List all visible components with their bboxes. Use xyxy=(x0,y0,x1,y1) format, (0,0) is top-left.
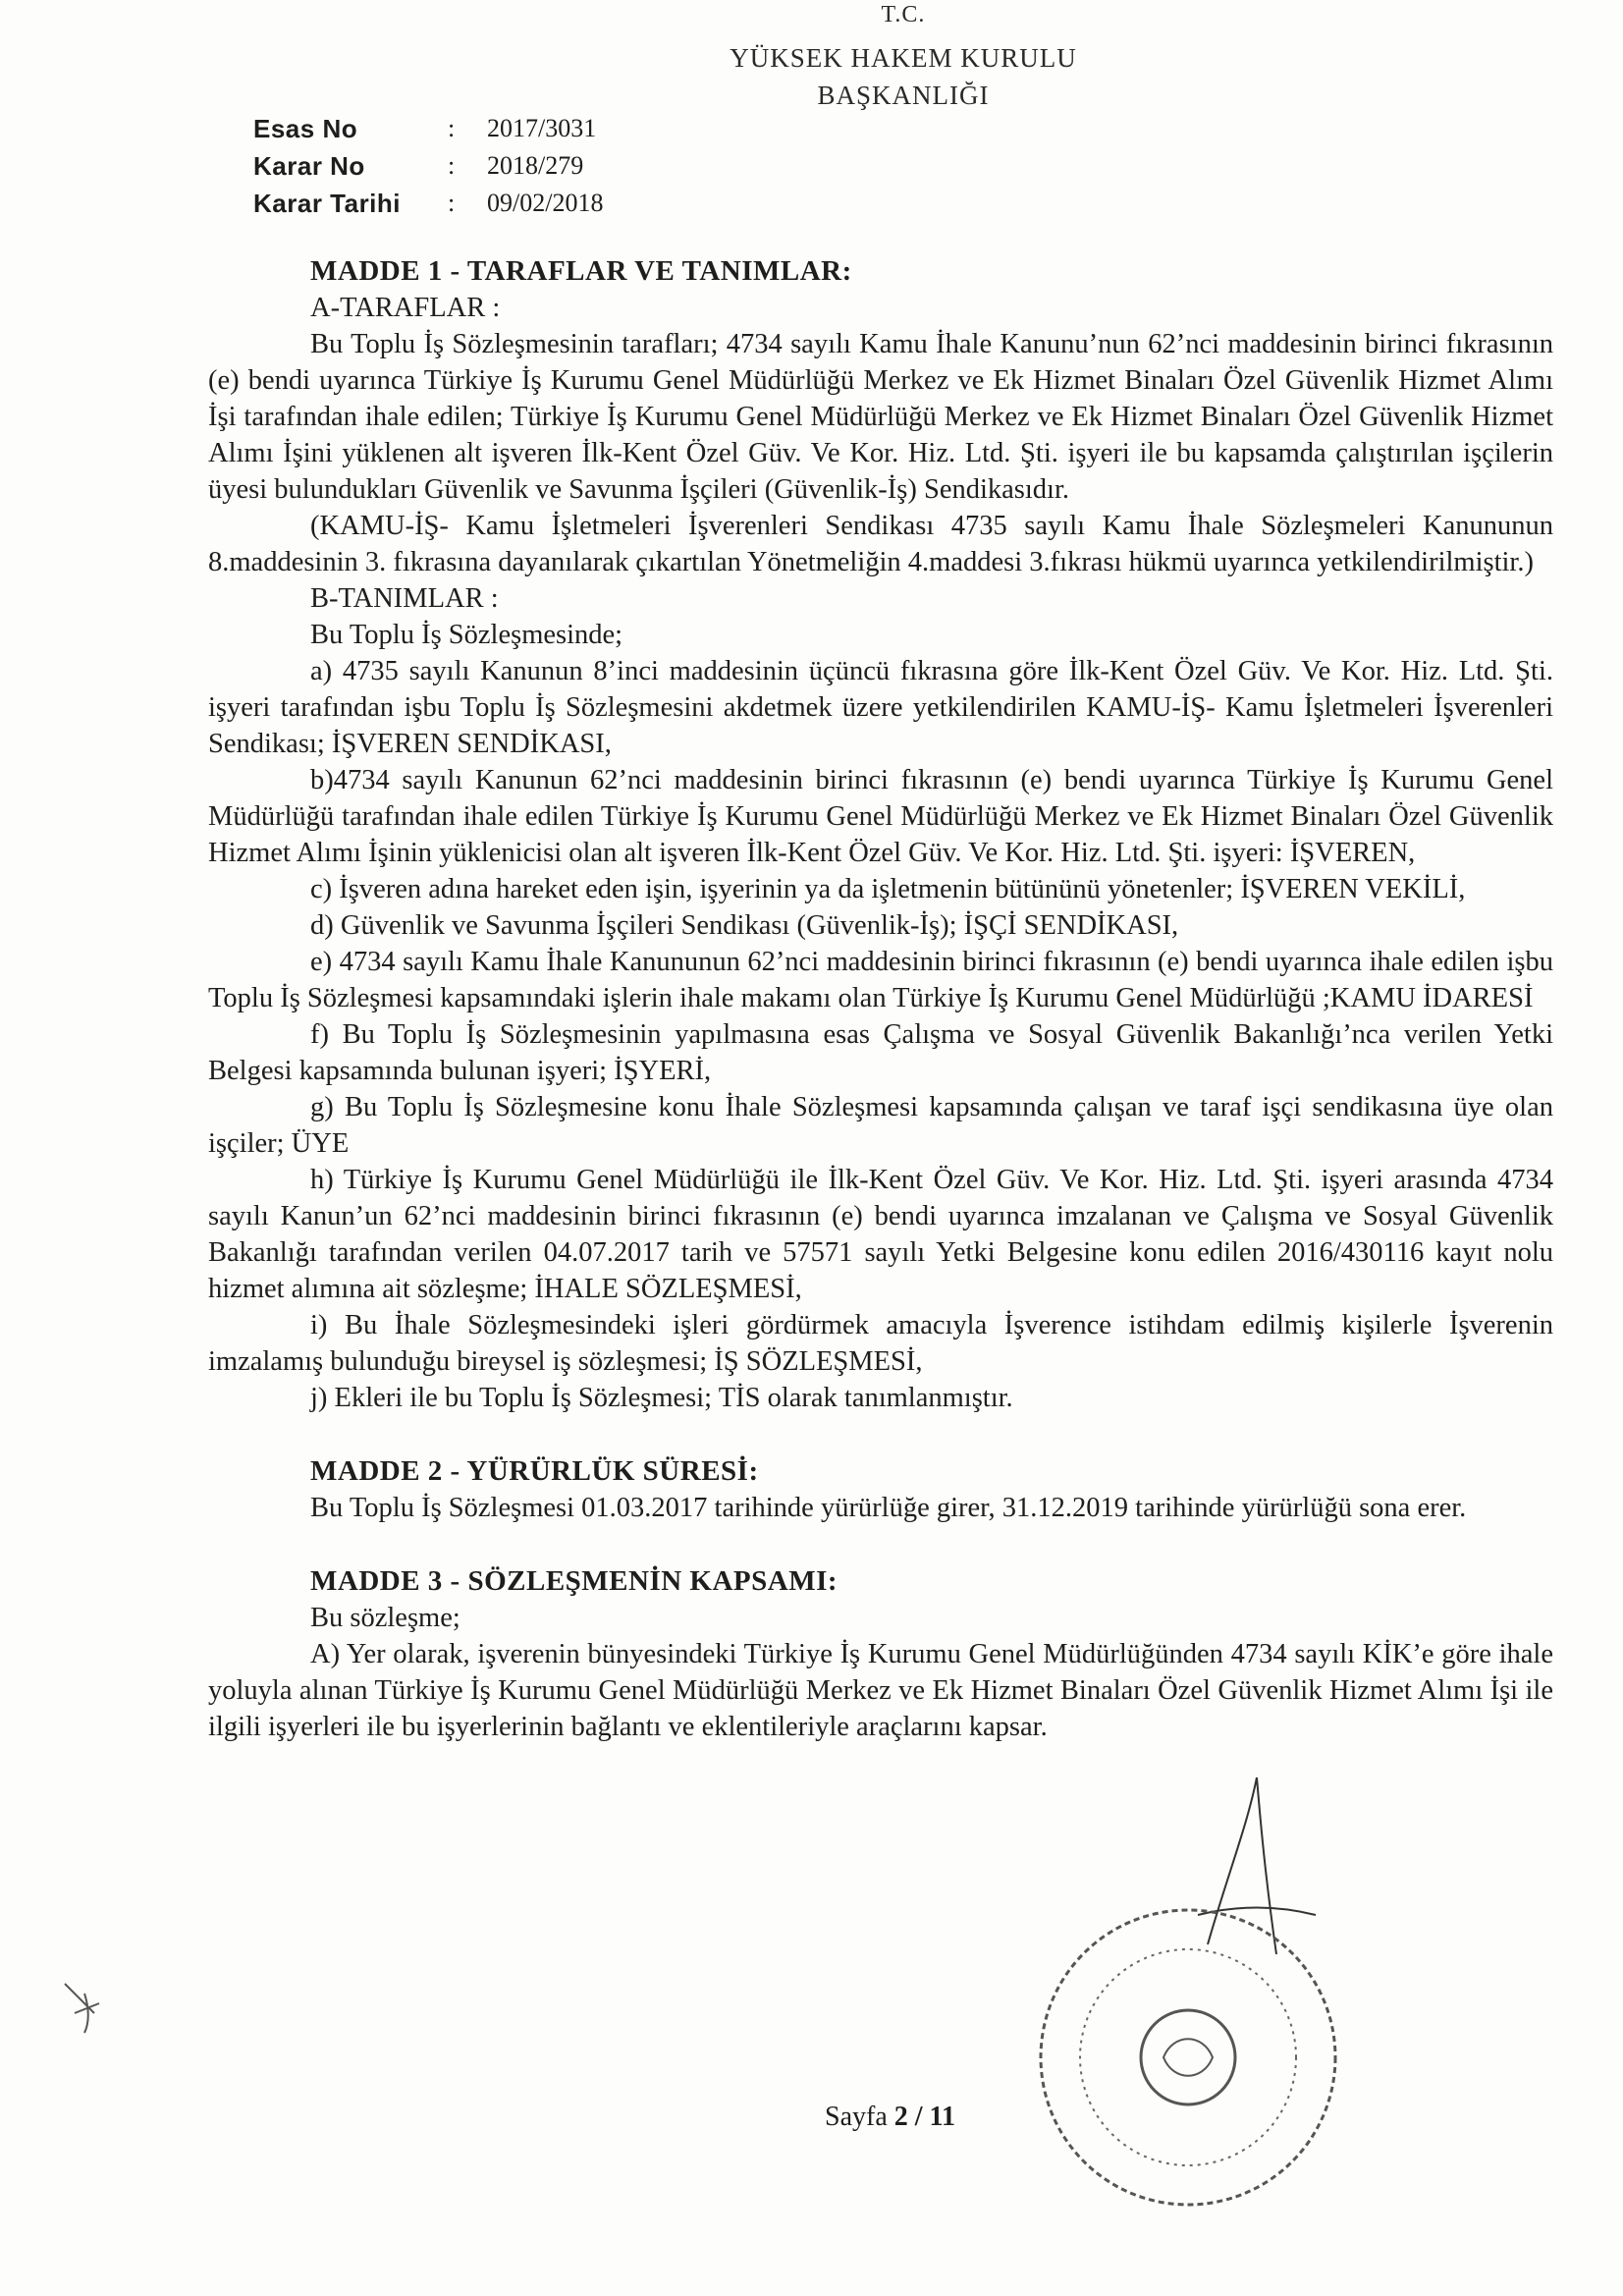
separator: : xyxy=(448,151,456,180)
tanimlar-title: B-TANIMLAR : xyxy=(310,583,499,614)
taraflar-paragraph: Bu Toplu İş Sözleşmesinin tarafları; 4734 sayılı Kamu İhale Kanunu’nun 62’nci maddesinin birinci fıkrasının (e) bendi uyarınca Türkiye İş Kurumu Genel Müdürlüğü Merkez ve Ek Hizmet Binaları Özel Güvenlik Hizmet Alımı İşi tarafından ihale edilen; Türkiye İş Kurumu Genel Müdürlüğü Merkez ve Ek Hizmet Binaları Özel Güvenlik Hizmet Alımı İşini yüklenen alt işveren İlk-Kent Özel Güv. Ve Kor. Hiz. Ltd. Şti. işyeri ile bu kapsamda çalıştırılan işçilerin üyesi bulundukları Güvenlik ve Savunma İşçileri (Güvenlik-İş) Sendikasıdır. xyxy=(208,329,1553,505)
esas-row xyxy=(253,110,603,147)
margin-mark xyxy=(55,1974,114,2043)
definition-item: h) Türkiye İş Kurumu Genel Müdürlüğü ile İlk-Kent Özel Güv. Ve Kor. Hiz. Ltd. Şti. işyeri arasında 4734 sayılı Kanun’un 62’nci maddesinin birinci fıkrasının (e) bendi uyarınca imzalanan ve Çalışma ve Sosyal Güvenlik Bakanlığı tarafından verilen 04.07.2017 tarih ve 57571 sayılı Yetki Belgesine konu edilen 2016/430116 kayıt nolu hizmet alımına ait sözleşme; İHALE SÖZLEŞMESİ, xyxy=(208,1165,1553,1304)
madde2-paragraph: Bu Toplu İş Sözleşmesi 01.03.2017 tarihinde yürürlüğe girer, 31.12.2019 tarihinde yürürlüğü sona erer. xyxy=(310,1493,1467,1523)
header-tc: T.C. xyxy=(881,2,926,27)
karar-value: 2018/279 xyxy=(487,151,584,180)
tarih-label: Karar Tarihi xyxy=(253,188,402,218)
header-institution: YÜKSEK HAKEM KURULU xyxy=(730,43,1077,73)
madde2-heading: MADDE 2 - YÜRÜRLÜK SÜRESİ: xyxy=(310,1455,759,1487)
definition-item: b)4734 sayılı Kanunun 62’nci maddesinin birinci fıkrasının (e) bendi uyarınca Türkiye İş Kurumu Genel Müdürlüğü tarafından ihale edilen Türkiye İş Kurumu Genel Müdürlüğü Merkez ve Ek Hizmet Binaları Özel Güvenlik Hizmet Alımı İşinin yüklenicisi olan alt işveren İlk-Kent Özel Güv. Ve Kor. Hiz. Ltd. Şti. işyeri: İŞVEREN, xyxy=(208,765,1553,868)
separator: : xyxy=(448,189,456,217)
definition-item: e) 4734 sayılı Kamu İhale Kanununun 62’nci maddesinin birinci fıkrasının (e) bendi uyarınca ihale edilen işbu Toplu İş Sözleşmesi kapsamındaki işlerin ihale makamı olan Türkiye İş Kurumu Genel Müdürlüğü ;KAMU İDARESİ xyxy=(208,947,1553,1013)
definition-item: c) İşveren adına hareket eden işin, işyerinin ya da işletmenin bütününü yönetenler; İŞVEREN VEKİLİ, xyxy=(310,874,1466,904)
definition-item: g) Bu Toplu İş Sözleşmesine konu İhale Sözleşmesi kapsamında çalışan ve taraf işçi sendikasına üye olan işçiler; ÜYE xyxy=(208,1092,1553,1159)
definition-item: d) Güvenlik ve Savunma İşçileri Sendikası (Güvenlik-İş); İŞÇİ SENDİKASI, xyxy=(310,910,1179,941)
tanimlar-intro: Bu Toplu İş Sözleşmesinde; xyxy=(310,620,623,650)
tarih-value: 09/02/2018 xyxy=(487,189,604,217)
karar-label: Karar No xyxy=(253,150,365,181)
section-gap xyxy=(208,1416,1553,1453)
esas-label: Esas No xyxy=(253,113,358,143)
madde3-paragraph: A) Yer olarak, işverenin bünyesindeki Türkiye İş Kurumu Genel Müdürlüğünden 4734 sayılı KİK’e göre ihale yoluyla alınan Türkiye İş Kurumu Genel Müdürlüğü Merkez ve Ek Hizmet Binaları Özel Güvenlik Hizmet Alımı İşi ile ilgili işyerleri ile bu işyerlerinin bağlantı ve eklentileriyle araçlarını kapsar. xyxy=(208,1639,1553,1742)
esas-value: 2017/3031 xyxy=(487,114,597,142)
case-meta xyxy=(253,110,603,222)
page-number: 2 / 11 xyxy=(893,2102,955,2132)
madde3-heading: MADDE 3 - SÖZLEŞMENİN KAPSAMI: xyxy=(310,1565,839,1597)
page-footer xyxy=(825,2102,955,2133)
header-office: BAŞKANLIĞI xyxy=(817,81,990,110)
separator: : xyxy=(448,114,456,142)
definition-item: f) Bu Toplu İş Sözleşmesinin yapılmasına esas Çalışma ve Sosyal Güvenlik Bakanlığı’nca verilen Yetki Belgesi kapsamında bulunan işyeri; İŞYERİ, xyxy=(208,1019,1553,1086)
definition-item: a) 4735 sayılı Kanunun 8’inci maddesinin üçüncü fıkrasına göre İlk-Kent Özel Güv. Ve Kor. Hiz. Ltd. Şti. işyeri tarafından işbu Toplu İş Sözleşmesini akdetmek üzere yetkilendirilen KAMU-İŞ- Kamu İşletmeleri İşverenleri Sendikası; İŞVEREN SENDİKASI, xyxy=(208,656,1553,759)
karar-row xyxy=(253,147,603,185)
definition-item: j) Ekleri ile bu Toplu İş Sözleşmesi; TİS olarak tanımlanmıştır. xyxy=(310,1383,1013,1413)
section-gap xyxy=(208,1526,1553,1563)
madde1-heading: MADDE 1 - TARAFLAR VE TANIMLAR: xyxy=(310,255,852,287)
taraflar-note: (KAMU-İŞ- Kamu İşletmeleri İşverenleri Sendikası 4735 sayılı Kamu İhale Sözleşmeleri Kanununun 8.maddesinin 3. fıkrasına dayanılarak çıkartılan Yönetmeliğin 4.maddesi 3.fıkrası hükmü uyarınca yetkilendirilmiştir.) xyxy=(208,511,1553,577)
official-seal-stamp xyxy=(1026,1895,1350,2219)
madde3-intro: Bu sözleşme; xyxy=(310,1603,460,1633)
taraflar-title: A-TARAFLAR : xyxy=(310,293,501,323)
tarih-row xyxy=(253,185,603,222)
document-body xyxy=(208,253,1553,1745)
definition-item: i) Bu İhale Sözleşmesindeki işleri gördürmek amacıyla İşverence istihdam edilmiş kişilerle İşverenin imzalamış bulunduğu bireysel iş sözleşmesi; İŞ SÖZLEŞMESİ, xyxy=(208,1310,1553,1377)
page-prefix: Sayfa xyxy=(825,2102,888,2132)
